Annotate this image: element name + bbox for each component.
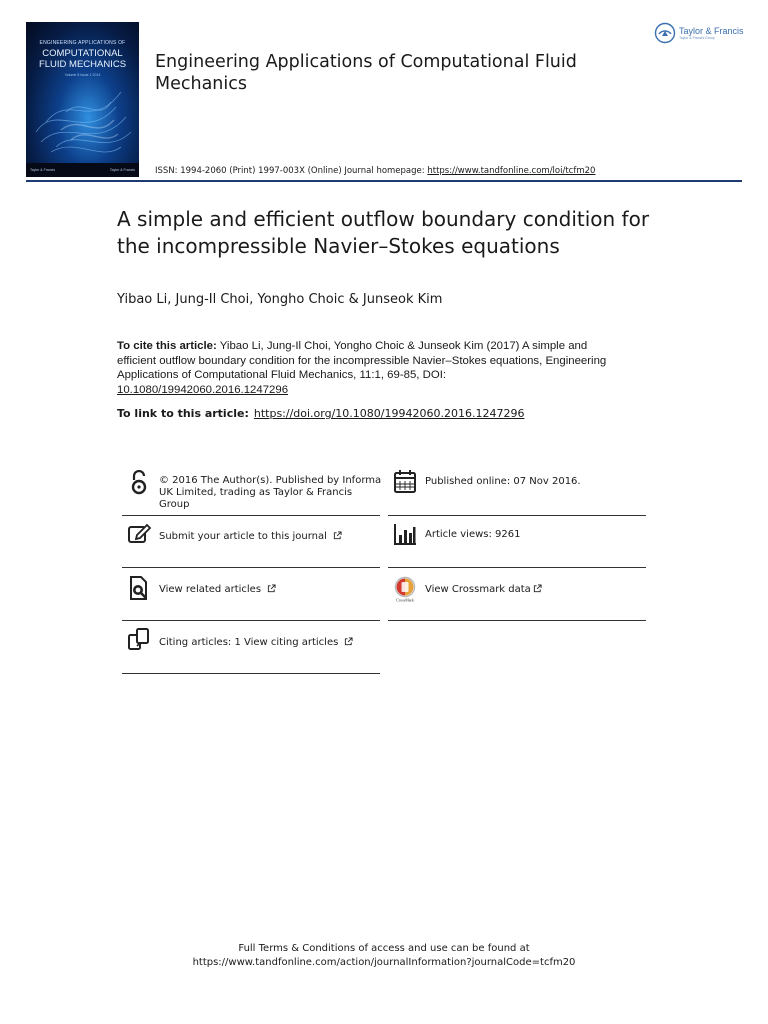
external-link-icon — [267, 584, 276, 593]
citation-doi-link[interactable]: 10.1080/19942060.2016.1247296 — [117, 383, 289, 396]
cover-swirl-graphic — [26, 22, 139, 177]
submit-article-cell[interactable] — [122, 516, 380, 568]
article-link-label: To link to this article: — [117, 407, 249, 420]
header-divider — [26, 180, 742, 182]
citing-articles-icon — [126, 626, 152, 652]
cover-kicker: ENGINEERING APPLICATIONS OF — [39, 40, 126, 46]
terms-footer-url[interactable]: https://www.tandfonline.com/action/journalInformation?journalCode=tcfm20 — [192, 957, 576, 968]
bar-chart-icon — [392, 521, 418, 547]
cover-title-line-1: COMPUTATIONAL — [42, 48, 123, 59]
external-link-icon — [533, 584, 542, 593]
cover-issue: Volume 8 Issue 1 2014 — [64, 73, 101, 77]
citing-articles-link[interactable] — [159, 637, 384, 649]
citation-block — [117, 339, 607, 397]
article-authors: Yibao Li, Jung-Il Choi, Yongho Choic & Junseok Kim — [117, 292, 443, 307]
submit-article-link[interactable] — [159, 531, 384, 543]
publisher-logo-name: Taylor & Francis — [679, 25, 744, 36]
citation-text: Yibao Li, Jung-Il Choi, Yongho Choic & Junseok Kim (2017) A simple and efficient outflow boundary condition for the incompressible Navier–Stokes equations, Engineering Applications of Computational Fluid Mechanics, 11:1, 69-85, DOI: — [117, 340, 607, 382]
issn-line — [155, 166, 595, 176]
terms-footer-line-1: Full Terms & Conditions of access and use can be found at — [238, 943, 530, 954]
external-link-icon — [344, 637, 353, 646]
journal-title: Engineering Applications of Computational Fluid Mechanics — [155, 52, 577, 94]
cell-divider — [388, 620, 646, 621]
article-views-text: Article views: 9261 — [425, 529, 521, 540]
tandf-logo-icon — [654, 22, 676, 44]
journal-homepage-link[interactable]: https://www.tandfonline.com/loi/tcfm20 — [427, 166, 596, 176]
cell-divider — [122, 673, 380, 674]
issn-text: ISSN: 1994-2060 (Print) 1997-003X (Online) Journal homepage: — [155, 166, 428, 176]
submit-article-text: Submit your article to this journal — [159, 531, 327, 542]
open-access-text: © 2016 The Author(s). Published by Informa UK Limited, trading as Taylor & Francis Group — [159, 475, 382, 510]
related-articles-link[interactable] — [159, 584, 384, 596]
article-views-cell — [388, 516, 646, 568]
related-articles-cell[interactable] — [122, 568, 380, 621]
cover-footer — [26, 163, 139, 177]
cover-title-line-2: FLUID MECHANICS — [38, 59, 127, 70]
citing-articles-cell[interactable] — [122, 621, 380, 674]
open-access-cell — [122, 464, 380, 516]
citation-label: To cite this article: — [117, 340, 217, 352]
crossmark-badge-text: CrossMark — [396, 597, 414, 602]
article-doi-url-link[interactable]: https://doi.org/10.1080/19942060.2016.1247296 — [253, 407, 525, 420]
related-articles-search-icon — [126, 575, 152, 601]
publisher-logo-sub: Taylor & Francis Group — [679, 35, 715, 40]
open-access-lock-icon — [126, 470, 152, 496]
article-title: A simple and efficient outflow boundary condition for the incompressible Navier–Stokes equations — [117, 207, 650, 258]
publisher-logo[interactable] — [654, 22, 744, 44]
terms-footer — [0, 942, 768, 970]
external-link-icon — [333, 531, 342, 540]
article-link-line — [117, 407, 524, 420]
crossmark-link[interactable] — [425, 584, 650, 596]
published-online-text: Published online: 07 Nov 2016. — [425, 476, 581, 487]
published-online-cell — [388, 464, 646, 516]
calendar-icon — [392, 468, 418, 494]
cover-footer-right: Taylor & Francis — [109, 168, 135, 172]
crossmark-icon — [392, 576, 418, 602]
cover-footer-left: Taylor & Francis — [30, 168, 56, 172]
citing-articles-text: Citing articles: 1 View citing articles — [159, 637, 339, 648]
crossmark-text: View Crossmark data — [425, 584, 531, 595]
related-articles-text: View related articles — [159, 584, 262, 595]
crossmark-cell[interactable] — [388, 568, 646, 621]
edit-pencil-icon — [126, 521, 152, 547]
journal-cover-image — [26, 22, 139, 177]
